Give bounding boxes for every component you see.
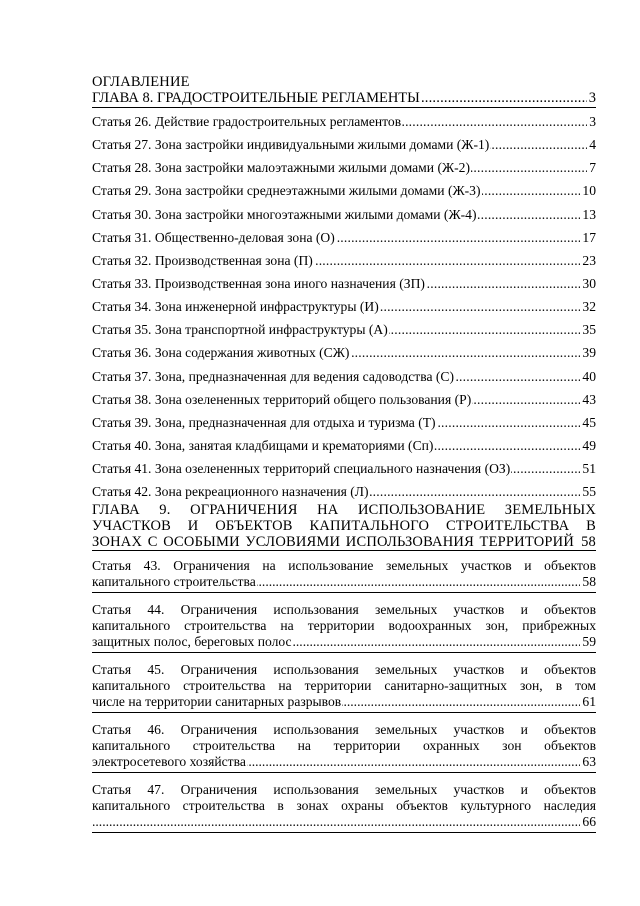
toc-entry[interactable] <box>92 461 596 477</box>
toc-entry-page: 61 <box>582 694 596 710</box>
toc-entry-page: 66 <box>582 814 596 830</box>
toc-entry-title: Статья 27. Зона застройки индивидуальными жилыми домами (Ж-1) <box>92 137 490 153</box>
toc-entry-title: Статья 38. Зона озелененных территорий общего пользования (Р) <box>92 391 472 407</box>
toc-entry-title: капитального строительства <box>92 574 256 590</box>
toc-entry-title: Статья 33. Производственная зона иного назначения (ЗП) <box>92 275 425 291</box>
toc-entry-page: 32 <box>582 299 596 315</box>
toc-entry-page: 43 <box>582 391 596 407</box>
toc-entry-title: Статья 39. Зона, предназначенная для отдыха и туризма (Т) <box>92 414 436 430</box>
toc-entry-page: 58 <box>582 574 596 590</box>
toc-entry-title: ГЛАВА 8. ГРАДОСТРОИТЕЛЬНЫЕ РЕГЛАМЕНТЫ <box>92 90 420 106</box>
toc-entry[interactable] <box>92 207 596 223</box>
toc-entry-title: Статья 35. Зона транспортной инфраструктуры (А) <box>92 322 388 338</box>
toc-entry[interactable] <box>92 484 596 500</box>
toc-entry-title: электросетевого хозяйства <box>92 754 246 770</box>
toc-entry-page: 4 <box>589 137 596 153</box>
toc-entry[interactable] <box>92 602 596 650</box>
toc-entry[interactable] <box>92 137 596 153</box>
toc-entry[interactable] <box>92 558 596 590</box>
toc-chapter-9[interactable] <box>92 502 596 550</box>
toc-entry-line: капитального строительства на территории санитарно-защитных зон, в том <box>92 678 596 694</box>
toc-entry-title: Статья 34. Зона инженерной инфраструктуры (И) <box>92 299 379 315</box>
toc-entry-title: Статья 30. Зона застройки многоэтажными жилыми домами (Ж-4) <box>92 206 477 222</box>
toc-entry[interactable] <box>92 230 596 246</box>
toc-entry-title: Статья 42. Зона рекреационного назначения (Л) <box>92 484 369 500</box>
divider <box>92 832 596 833</box>
toc-entry-page: 30 <box>582 275 596 291</box>
toc-entry-page: 58 <box>581 534 596 551</box>
toc-entry-line: капитального строительства в зонах охраны объектов культурного наследия <box>92 798 596 814</box>
toc-entry-line: капитального строительства на территории охранных зон объектов <box>92 738 596 754</box>
toc-entry-page: 17 <box>582 229 596 245</box>
toc-chapter-9-line: ГЛАВА 9. ОГРАНИЧЕНИЯ НА ИСПОЛЬЗОВАНИЕ ЗЕМЕЛЬНЫХ <box>92 502 596 519</box>
toc-entry-page: 59 <box>582 634 596 650</box>
toc-entry-title: Статья 32. Производственная зона (П) <box>92 252 313 268</box>
toc-entry[interactable] <box>92 345 596 361</box>
toc-entry-title: защитных полос, береговых полос <box>92 634 292 650</box>
toc-entry-page: 10 <box>582 183 596 199</box>
toc-entry[interactable] <box>92 438 596 454</box>
document-page <box>92 74 596 833</box>
toc-entry-page: 23 <box>582 252 596 268</box>
toc-entry-page: 51 <box>582 461 596 477</box>
toc-list <box>92 114 596 500</box>
toc-entry-page: 35 <box>582 322 596 338</box>
toc-entry-page: 7 <box>589 160 596 176</box>
toc-entry[interactable] <box>92 114 596 130</box>
toc-entry-title <box>92 814 93 829</box>
toc-entry[interactable] <box>92 662 596 710</box>
toc-entry-line: Статья 45. Ограничения использования земельных участков и объектов <box>92 662 596 678</box>
toc-entry-page: 45 <box>582 414 596 430</box>
toc-entry-page: 3 <box>589 114 596 129</box>
divider <box>92 772 596 773</box>
toc-entry[interactable] <box>92 392 596 408</box>
toc-list-restrictions <box>92 558 596 833</box>
toc-entry-title: Статья 36. Зона содержания животных (СЖ) <box>92 345 350 361</box>
toc-entry-title: Статья 29. Зона застройки среднеэтажными жилыми домами (Ж-3) <box>92 183 481 199</box>
toc-entry[interactable] <box>92 369 596 385</box>
toc-entry-page: 63 <box>582 754 596 770</box>
toc-entry-page: 40 <box>582 368 596 384</box>
toc-entry[interactable] <box>92 160 596 176</box>
toc-entry-title: Статья 26. Действие градостроительных регламентов <box>92 114 402 129</box>
toc-entry-title: ЗОНАХ С ОСОБЫМИ УСЛОВИЯМИ ИСПОЛЬЗОВАНИЯ ТЕРРИТОРИЙ <box>92 534 574 551</box>
divider <box>92 712 596 713</box>
toc-entry[interactable] <box>92 322 596 338</box>
toc-entry-line: Статья 46. Ограничения использования земельных участков и объектов <box>92 722 596 738</box>
toc-entry-page: 55 <box>582 484 596 500</box>
toc-entry-title: Статья 40. Зона, занятая кладбищами и крематориями (Сп) <box>92 437 434 453</box>
divider <box>92 107 596 108</box>
toc-entry-page: 3 <box>588 90 596 106</box>
toc-entry[interactable] <box>92 183 596 199</box>
toc-chapter-9-line <box>92 534 596 550</box>
toc-entry-title: Статья 28. Зона застройки малоэтажными жилыми домами (Ж-2) <box>92 160 471 176</box>
toc-entry[interactable] <box>92 253 596 269</box>
divider <box>92 592 596 593</box>
divider <box>92 550 596 551</box>
divider <box>92 652 596 653</box>
toc-entry-title: Статья 31. Общественно-деловая зона (О) <box>92 229 335 245</box>
toc-entry-title: Статья 37. Зона, предназначенная для ведения садоводства (С) <box>92 368 455 384</box>
toc-entry-title: Статья 41. Зона озелененных территорий специального назначения (ОЗ) <box>92 461 511 477</box>
toc-entry-title: числе на территории санитарных разрывов <box>92 694 342 710</box>
toc-entry-line: Статья 44. Ограничения использования земельных участков и объектов <box>92 602 596 618</box>
toc-chapter-9-line: УЧАСТКОВ И ОБЪЕКТОВ КАПИТАЛЬНОГО СТРОИТЕЛЬСТВА В <box>92 518 596 535</box>
toc-entry[interactable] <box>92 415 596 431</box>
toc-entry[interactable] <box>92 722 596 770</box>
toc-entry[interactable] <box>92 276 596 292</box>
toc-entry-line: Статья 47. Ограничения использования земельных участков и объектов <box>92 782 596 798</box>
toc-entry-page: 49 <box>582 437 596 453</box>
toc-entry-page: 39 <box>582 345 596 361</box>
toc-chapter-8[interactable] <box>92 90 596 107</box>
toc-entry[interactable] <box>92 299 596 315</box>
toc-entry-page: 13 <box>582 206 596 222</box>
toc-entry[interactable] <box>92 782 596 830</box>
toc-entry-line: Статья 43. Ограничения на использование земельных участков и объектов <box>92 558 596 574</box>
toc-heading: ОГЛАВЛЕНИЕ <box>92 74 190 90</box>
toc-entry-line: капитального строительства на территории водоохранных зон, прибрежных <box>92 618 596 634</box>
